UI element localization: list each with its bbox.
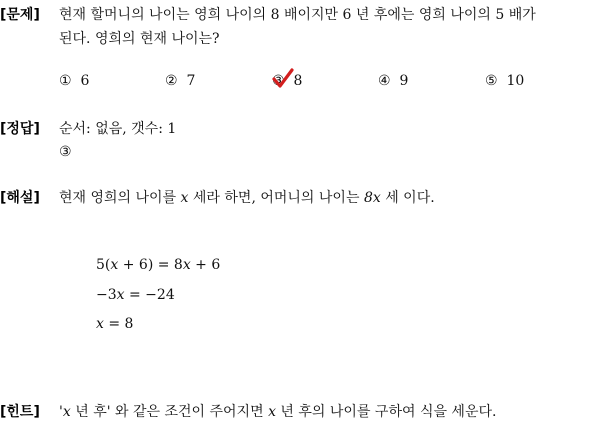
choice-2[interactable]: [165, 73, 195, 89]
hint-part-1: 년 후' 와 같은 조건이 주어지면: [75, 404, 264, 420]
answer-tag: [정답]: [0, 121, 40, 137]
check-mark-icon: [272, 68, 294, 90]
explanation-post: 세 이다.: [385, 190, 435, 206]
hint-part-2: 년 후의 나이를 구하여 식을 세운다.: [280, 404, 497, 420]
choice-4-value: 9: [399, 73, 409, 89]
choice-5[interactable]: [485, 73, 524, 89]
equation-2: −3x = −24: [96, 287, 175, 303]
answer-value: ③: [59, 144, 72, 160]
choice-1-value: 6: [80, 73, 90, 89]
hint-tag: [힌트]: [0, 404, 40, 420]
question-line-2: 된다. 영희의 현재 나이는?: [59, 31, 220, 47]
explanation-expr: 8x: [363, 190, 381, 206]
choice-4[interactable]: [378, 73, 408, 89]
hint-var-1: x: [62, 404, 71, 420]
explanation-text: [59, 187, 435, 207]
hint-open: ': [59, 404, 63, 420]
choice-3-value: 8: [293, 73, 303, 89]
choice-4-mark: ④: [378, 73, 391, 89]
choice-5-mark: ⑤: [485, 73, 498, 89]
explanation-pre: 현재 영희의 나이를: [59, 190, 177, 206]
explanation-tag: [해설]: [0, 190, 40, 206]
choice-2-value: 7: [186, 73, 196, 89]
equation-1: 5(x + 6) = 8x + 6: [96, 257, 221, 273]
question-tag: [문제]: [0, 7, 40, 23]
hint-text: [59, 401, 496, 421]
explanation-var: x: [180, 190, 189, 206]
choice-1[interactable]: [59, 73, 89, 89]
hint-var-2: x: [268, 404, 276, 420]
question-line-1: 현재 할머니의 나이는 영희 나이의 8 배이지만 6 년 후에는 영희 나이의 5 배가: [59, 7, 536, 23]
answer-info: 순서: 없음, 갯수: 1: [59, 121, 177, 137]
choice-2-mark: ②: [165, 73, 178, 89]
equation-3: x = 8: [96, 316, 134, 332]
explanation-mid: 세라 하면, 어머니의 나이는: [192, 190, 360, 206]
choice-1-mark: ①: [59, 73, 72, 89]
choice-5-value: 10: [506, 73, 525, 89]
choice-3-mark: ③: [272, 73, 285, 89]
